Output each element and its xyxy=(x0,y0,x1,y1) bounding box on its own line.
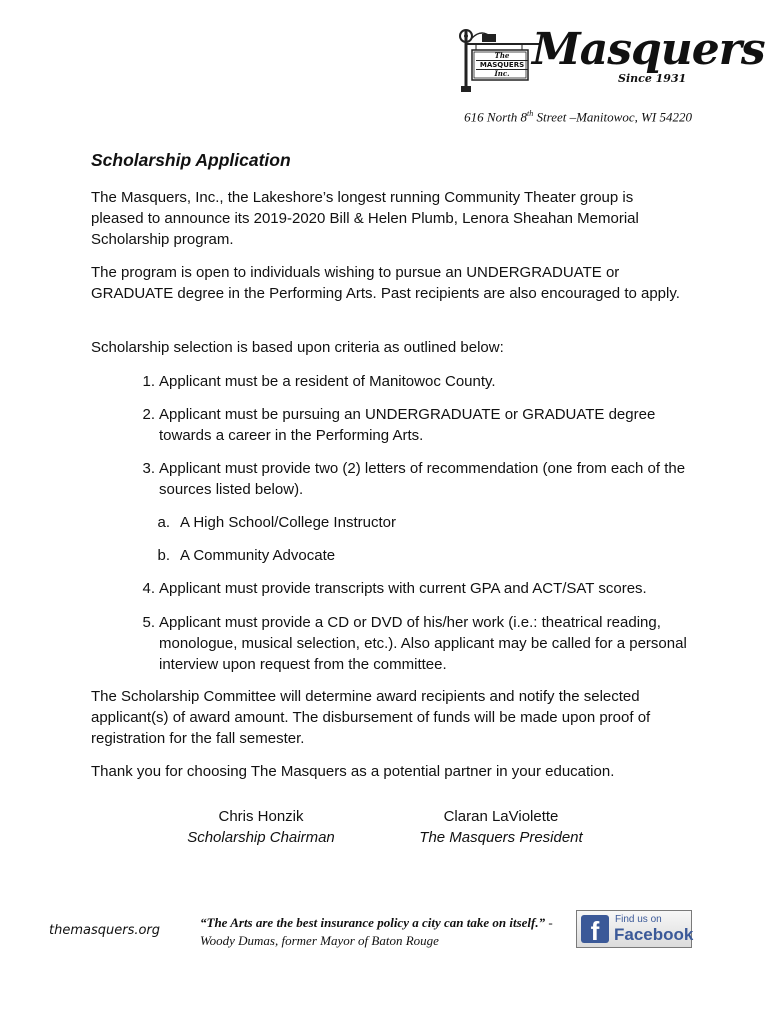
facebook-button[interactable] xyxy=(576,910,692,948)
facebook-label: Facebook xyxy=(614,925,694,944)
signature-name: Chris Honzik xyxy=(218,808,304,825)
list-item-text: Applicant must be pursuing an UNDERGRADUATE or GRADUATE degree towards a career in the Performing Arts. xyxy=(159,406,656,444)
address-sup: th xyxy=(527,109,534,118)
facebook-icon: f xyxy=(581,915,609,943)
list-item-number: 1. xyxy=(142,373,155,390)
logo-wordmark: Masquers xyxy=(532,24,765,75)
signature-chairman xyxy=(141,806,381,848)
address xyxy=(464,109,692,125)
footer-quote xyxy=(200,914,580,950)
intro-paragraph: The Masquers, Inc., the Lakeshore’s longest running Community Theater group is pleased to announce its 2019-2020 Bill & Helen Plumb, Lenora Sheahan Memorial Scholarship program. xyxy=(91,189,639,248)
list-item-number: 5. xyxy=(142,614,155,631)
list-item-text: Applicant must provide transcripts with current GPA and ACT/SAT scores. xyxy=(159,580,647,597)
list-item-number: 3. xyxy=(142,460,155,477)
quote-attribution: -Woody Dumas, former Mayor of Baton Rouge xyxy=(200,915,553,948)
facebook-small-label: Find us on xyxy=(615,914,662,925)
list-item-text: Applicant must provide a CD or DVD of his/her work (i.e.: theatrical reading, monologue, musical selection, etc.). Also applicant may be called for a personal interview upon request from the committee. xyxy=(159,614,687,673)
thank-you-paragraph: Thank you for choosing The Masquers as a potential partner in your education. xyxy=(91,763,615,780)
address-suffix: Street –Manitowoc, WI 54220 xyxy=(533,109,692,125)
logo-badge-inc: Inc. xyxy=(494,69,510,78)
signature-name: Claran LaViolette xyxy=(443,808,559,825)
sub-list-item-letter: b. xyxy=(157,547,170,564)
list-item-text: Applicant must be a resident of Manitowoc County. xyxy=(159,373,496,390)
signature-president xyxy=(381,806,621,848)
signature-role: Scholarship Chairman xyxy=(187,829,335,846)
signature-role: The Masquers President xyxy=(419,829,583,846)
sub-list-item-letter: a. xyxy=(157,514,170,531)
list-item-text: Applicant must provide two (2) letters of recommendation (one from each of the sources listed below). xyxy=(159,460,686,498)
selection-paragraph: Scholarship selection is based upon criteria as outlined below: xyxy=(91,339,504,356)
logo-badge-the: The xyxy=(494,51,510,60)
list-item-number: 2. xyxy=(142,406,155,423)
masquers-logo xyxy=(452,22,765,96)
sub-list-item-text: A High School/College Instructor xyxy=(180,514,396,531)
page-title: Scholarship Application xyxy=(91,150,291,170)
logo-since: Since 1931 xyxy=(618,72,687,85)
quote-text: “The Arts are the best insurance policy a city can take on itself.” xyxy=(200,915,546,930)
website-link[interactable]: themasquers.org xyxy=(49,923,161,938)
address-prefix: 616 North 8 xyxy=(464,109,528,125)
committee-paragraph: The Scholarship Committee will determine award recipients and notify the selected applicant(s) of award amount. The disbursement of funds will be made upon proof of registration for the fall semester. xyxy=(91,688,651,747)
logo-badge xyxy=(476,52,528,78)
program-paragraph: The program is open to individuals wishing to pursue an UNDERGRADUATE or GRADUATE degree in the Performing Arts. Past recipients are also encouraged to apply. xyxy=(91,264,680,302)
list-item-number: 4. xyxy=(142,580,155,597)
sub-list-item-text: A Community Advocate xyxy=(180,547,336,564)
logo-badge-masquers: MASQUERS xyxy=(476,60,528,70)
